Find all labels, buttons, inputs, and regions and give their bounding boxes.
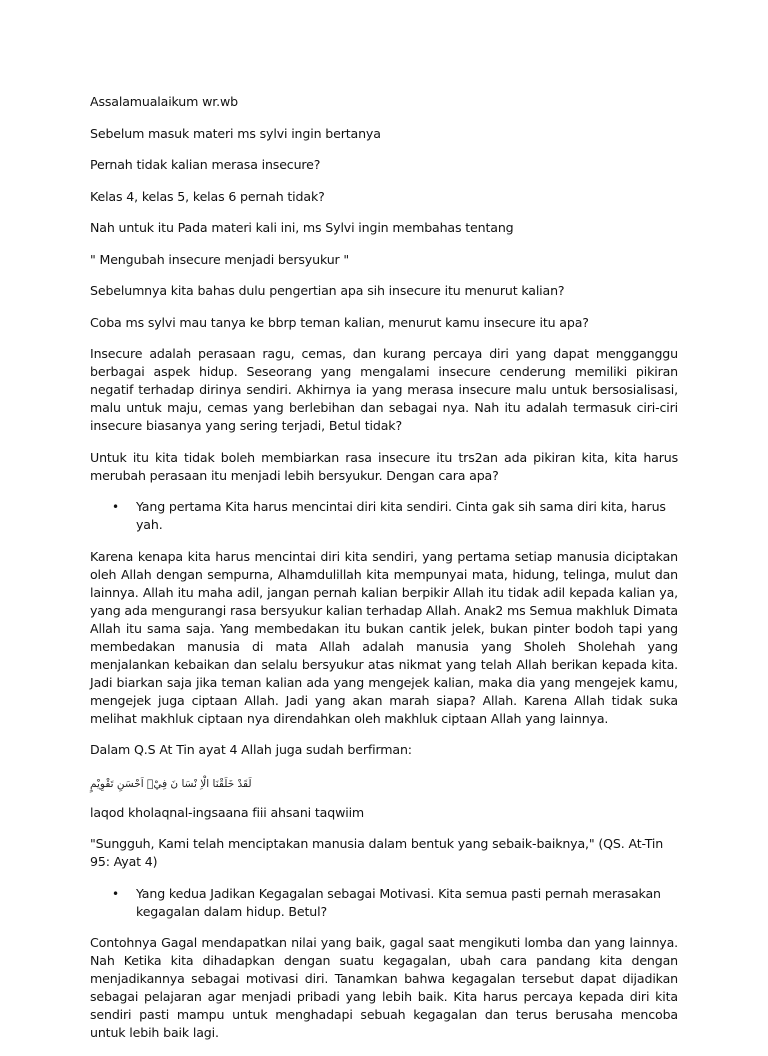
verse-latin-line: laqod kholaqnal-ingsaana fiii ahsani taqwiim — [90, 804, 365, 820]
verse-arabic-text: لَقَدْ خَلَقْنَا الْاِ نْسَا نَ فِيْۤ اَحْسَنِ تَقْوِيْمٍ — [90, 777, 252, 790]
question-line-1: Sebelumnya kita bahas dulu pengertian apa sih insecure itu menurut kalian? — [90, 283, 565, 298]
explanation-paragraph-2: Contohnya Gagal mendapatkan nilai yang baik, gagal saat mengikuti lomba dan yang lainnya. Nah Ketika kita dihadapkan dengan suatu kegagalan, ubah cara pandang kita dengan menjadikannya sebagai motivasi diri. Tanamkan bahwa kegagalan tersebut dapat dijadikan sebagai pelajaran agar menjadi pribadi yang lebih baik. Kita harus percaya kepada diri kita sendiri pasti mampu untuk menghadapi sebuah kegagalan dan terus berusaha mencoba untuk lebih baik lagi. — [90, 935, 678, 1040]
bullet-item-2 — [90, 885, 678, 921]
question-line-2: Coba ms sylvi mau tanya ke bbrp teman kalian, menurut kamu insecure itu apa? — [90, 314, 589, 330]
explanation-paragraph-1: Karena kenapa kita harus mencintai diri kita sendiri, yang pertama setiap manusia diciptakan oleh Allah dengan sempurna, Alhamdulillah kita mempunyai mata, hidung, telinga, mulut dan lainnya. Allah itu maha adil, jangan pernah kalian berpikir Allah itu tidak adil kepada kalian ya, yang ada mengurangi rasa bersyukur kalian terhadap Allah. Anak2 ms Semua makhluk Dimata Allah itu sama saja. Yang membedakan itu bukan cantik jelek, bukan pinter bodoh tapi yang membedakan manusia di mata Allah adalah manusia yang Sholeh Sholehah yang menjalankan kebaikan dan selalu bersyukur atas nikmat yang telah Allah berikan kepada kita. Jadi biarkan saja jika teman kalian ada yang mengejek kalian, maka dia yang mengejek kamu, mengejek juga ciptaan Allah. Jadi yang akan marah siapa? Allah. Karena Allah tidak suka melihat makhluk ciptaan nya direndahkan oleh makhluk ciptaan Allah yang lainnya. — [90, 548, 678, 726]
document-page — [90, 93, 678, 1056]
bullet-item-2-text: Yang kedua Jadikan Kegagalan sebagai Motivasi. Kita semua pasti pernah merasakan kegagalan dalam hidup. Betul? — [136, 885, 661, 919]
verse-intro-line: Dalam Q.S At Tin ayat 4 Allah juga sudah berfirman: — [90, 742, 412, 757]
verse-translation-line: "Sungguh, Kami telah menciptakan manusia dalam bentuk yang sebaik-baiknya," (QS. At-Tin 95: Ayat 4) — [90, 836, 664, 869]
greeting-line: Assalamualaikum wr.wb — [90, 94, 238, 109]
intro-line-4: Nah untuk itu Pada materi kali ini, ms Sylvi ingin membahas tentang — [90, 220, 514, 235]
topic-title: " Mengubah insecure menjadi bersyukur " — [90, 251, 350, 267]
intro-line-2: Pernah tidak kalian merasa insecure? — [90, 157, 321, 172]
definition-paragraph: Insecure adalah perasaan ragu, cemas, dan kurang percaya diri yang dapat mengganggu berbagai aspek hidup. Seseorang yang mengalami insecure cenderung memiliki pikiran negatif terhadap dirinya sendiri. Akhirnya ia yang merasa insecure malu untuk bersosialisasi, malu untuk maju, cemas yang berlebihan dan sebagai nya. Nah itu adalah termasuk ciri-ciri insecure biasanya yang sering terjadi, Betul tidak? — [90, 346, 678, 433]
intro-line-3: Kelas 4, kelas 5, kelas 6 pernah tidak? — [90, 188, 325, 204]
intro-line-1: Sebelum masuk materi ms sylvi ingin bertanya — [90, 125, 381, 141]
bullet-item-1-text: Yang pertama Kita harus mencintai diri kita sendiri. Cinta gak sih sama diri kita, harus yah. — [136, 499, 666, 532]
transition-paragraph: Untuk itu kita tidak boleh membiarkan rasa insecure itu trs2an ada pikiran kita, kita harus merubah perasaan itu menjadi lebih bersyukur. Dengan cara apa? — [90, 449, 678, 483]
bullet-dot-icon: • — [112, 500, 119, 514]
bullet-dot-icon: • — [112, 886, 119, 901]
bullet-item-1 — [90, 498, 678, 534]
